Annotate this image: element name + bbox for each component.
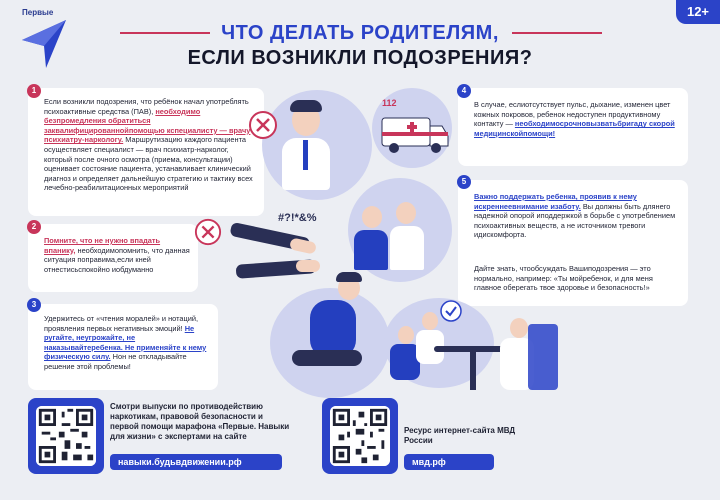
man-right-head [396, 202, 416, 224]
step-1-text: Если возникли подозрения, что ребёнок начал употреблять психоактивные средства (ПАВ), необходимо безпромедления обратиться заквалифицированнойпомощью кспециалисту — врачу психиатру-наркологу. Маршрутизацию каждого пациента осуществляет специалист — врач психиатр-нарколог, который после очного осмотра (приема, консультации) оценивает состояние пациента, устанавливает клинический диагноз и определяет дальнейшую стратегию и тактику всех лечебно-реабилитационных мероприятий [44, 97, 253, 193]
ambulance-icon [380, 110, 450, 156]
qr-code-1[interactable] [36, 406, 96, 466]
step-5-card [458, 180, 688, 306]
step-3-number: 3 [27, 298, 41, 312]
ambulance-number: 112 [382, 98, 397, 108]
step-1-card [28, 88, 264, 216]
pointing-hand-1 [289, 237, 317, 254]
curse-text: #?!*&% [278, 212, 317, 224]
check-icon [440, 300, 462, 322]
worried-man-tie [303, 140, 308, 170]
cross-icon [248, 110, 278, 140]
parent-left-head [398, 326, 414, 344]
pointing-hand-2 [296, 260, 320, 272]
sad-boy-legs [292, 350, 362, 366]
chair [528, 324, 558, 390]
step-4-number: 4 [457, 84, 471, 98]
step-1-number: 1 [27, 84, 41, 98]
sad-boy-hair [336, 272, 362, 282]
step-5-number: 5 [457, 175, 471, 189]
table-leg [470, 352, 476, 390]
teen-head [510, 318, 528, 338]
man-left-body [354, 230, 388, 270]
step-4-text: В случае, еслиотсутствует пульс, дыхание, изменен цвет кожных покровов, ребенок недоступен продуктивному контакту — необходимосрочновызватьбригаду скорой медицинскойпомощи! [474, 100, 675, 138]
step-3-card [28, 304, 218, 390]
page-title-line1: ЧТО ДЕЛАТЬ РОДИТЕЛЯМ, [221, 22, 499, 44]
step-5-text: Важно поддержать ребенка, проявив к нему искреннеевнимание изаботу. Вы должны быть длянего надежной опорой иподдержкой в борьбе с употреблением психоактивных веществ, а не источником тревоги идискомфорта. [474, 192, 676, 240]
logo-text: Первые [22, 8, 54, 17]
parent-mid-head [422, 312, 438, 330]
page-title-line2: ЕСЛИ ВОЗНИКЛИ ПОДОЗРЕНИЯ? [187, 47, 533, 69]
resource-2-link[interactable]: мвд.рф [404, 454, 494, 470]
resource-2-text: Ресурс интернет-сайта МВД России [404, 426, 516, 445]
worried-man-hair [290, 100, 322, 112]
step-4-card [458, 88, 688, 166]
resource-1-text: Смотри выпуски по противодействию наркотикам, правовой безопасности и первой помощи марафона «Первые. Навыки для жизни» с экспертами на сайте [110, 402, 290, 441]
step-3-text: Удержитесь от «чтения моралей» и нотаций, проявления первых негативных эмоций! Не ругайте, неугрожайте, не наказывайтеребенка. Не применяйте к нему физическую силу. Нон не откладывайте решение этой проблемы! [44, 314, 207, 371]
resource-1-link[interactable]: навыки.будьвдвижении.рф [110, 454, 282, 470]
qr-code-2[interactable] [330, 406, 390, 466]
qr-code-1-frame [28, 398, 104, 474]
step-2-text: Помните, что не нужно впадать впанику, необходимопомнить, что данная ситуация поправима,если кней отнестисьспокойно иобдуманно [44, 236, 190, 274]
man-right-body [390, 226, 424, 270]
step-2-card [28, 224, 198, 292]
step-5-text-2: Дайте знать, чтообсуждать Вашиподозрения — это нормально, например: «Ты мойребенок, и для меня главное оберегать твое здоровье и безопасность!» [474, 264, 653, 293]
man-left-head [362, 206, 382, 228]
cross-icon-2 [194, 218, 222, 246]
age-rating-badge: 12+ [676, 0, 720, 24]
qr-code-2-frame [322, 398, 398, 474]
step-2-number: 2 [27, 220, 41, 234]
